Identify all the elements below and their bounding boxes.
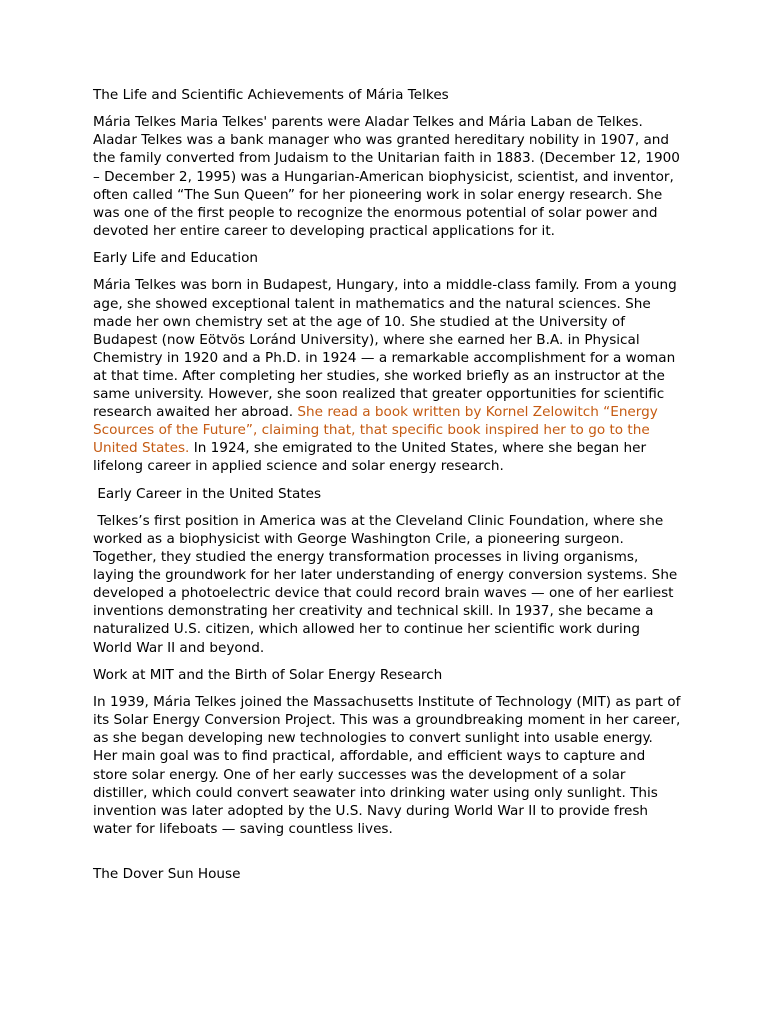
section-heading-early-life: Early Life and Education	[93, 250, 259, 267]
early-life-text: Mária Telkes was born in Budapest, Hungary, into a middle-class family. From a young age, she showed exceptional talent in mathematics and the natural sciences. She made her own chemistry set at the age of 10. She studied at the University of Budapest (now Eötvös Loránd University), where she earned her B.A. in Physical Chemistry in 1920 and a Ph.D. in 1924 — a remarkable accomplishment for a woman at that time. After completing her studies, she worked briefly as an instructor at the same university. However, she soon realized that greater opportunities for scientific research awaited her abroad.	[93, 277, 677, 421]
blank-line	[93, 847, 681, 865]
section-heading-dover-sun-house: The Dover Sun House	[93, 866, 241, 883]
document-page	[93, 86, 681, 892]
section-heading-mit: Work at MIT and the Birth of Solar Energy Research	[93, 666, 443, 683]
document-title: The Life and Scientific Achievements of Mária Telkes	[93, 87, 449, 103]
early-life-text-continued: In 1924, she emigrated to the United States, where she began her lifelong career in applied science and solar energy research.	[93, 440, 647, 475]
section-heading-early-career: Early Career in the United States	[93, 485, 322, 502]
intro-paragraph: Mária Telkes Maria Telkes' parents were Aladar Telkes and Mária Laban de Telkes. Aladar Telkes was a bank manager who was granted hereditary nobility in 1907, and the family converted from Judaism to the Unitarian faith in 1883. (December 12, 1900 – December 2, 1995) was a Hungarian-American biophysicist, scientist, and inventor, often called “The Sun Queen” for her pioneering work in solar energy research. She was one of the first people to recognize the enormous potential of solar power and devoted her entire career to developing practical applications for it.	[93, 114, 680, 239]
highlighted-text: She read a book written by Kornel Zelowitch “Energy Scources of the Future”, claiming that, that specific book inspired her to go to the United States.	[93, 404, 658, 457]
early-life-paragraph	[93, 276, 681, 475]
early-career-paragraph: Telkes’s first position in America was at the Cleveland Clinic Foundation, where she worked as a biophysicist with George Washington Crile, a pioneering surgeon. Together, they studied the energy transformation processes in living organisms, laying the groundwork for her later understanding of energy conversion systems. She developed a photoelectric device that could record brain waves — one of her earliest inventions demonstrating her creativity and technical skill. In 1937, she became a naturalized U.S. citizen, which allowed her to continue her scientific work during World War II and beyond.	[93, 512, 682, 656]
mit-paragraph: In 1939, Mária Telkes joined the Massachusetts Institute of Technology (MIT) as part of its Solar Energy Conversion Project. This was a groundbreaking moment in her career, as she began developing new technologies to convert sunlight into usable energy. Her main goal was to find practical, affordable, and efficient ways to capture and store solar energy. One of her early successes was the development of a solar distiller, which could convert seawater into drinking water using only sunlight. This invention was later adopted by the U.S. Navy during World War II to provide fresh water for lifeboats — saving countless lives.	[93, 694, 681, 837]
